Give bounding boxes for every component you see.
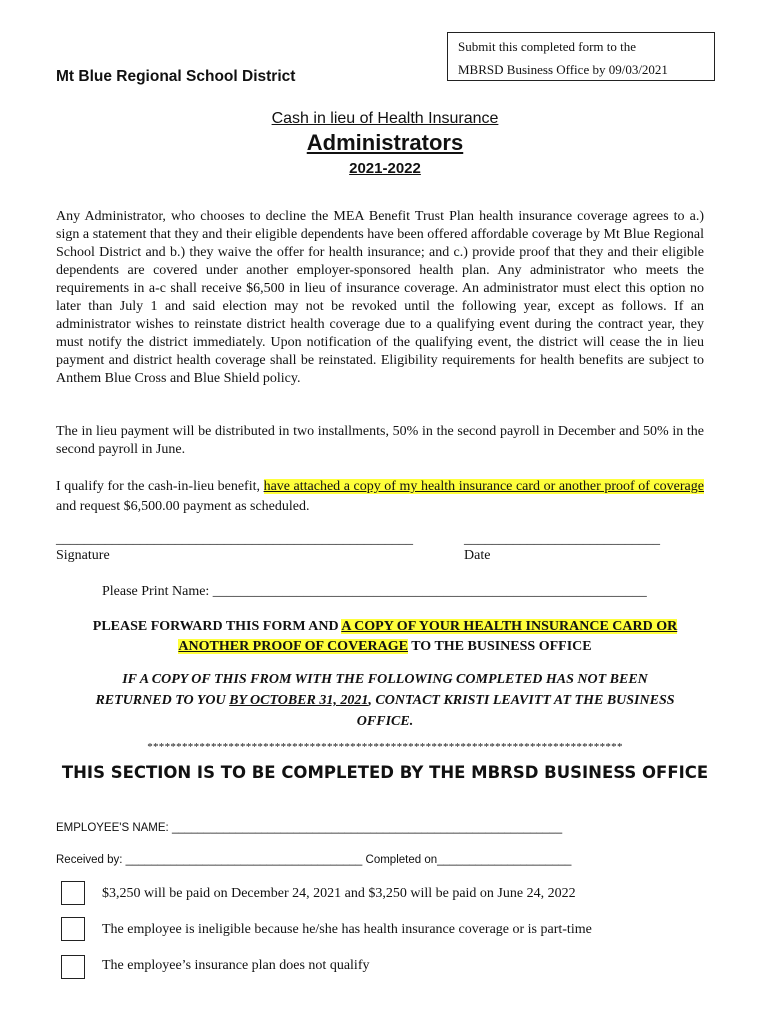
forward-highlight-2: ANOTHER PROOF OF COVERAGE: [178, 639, 408, 654]
return-line-1: IF A COPY OF THIS FROM WITH THE FOLLOWING COMPLETED HAS NOT BEEN: [122, 672, 648, 687]
return-line-2-end: , CONTACT KRISTI LEAVITT AT THE BUSINESS: [368, 693, 675, 708]
employee-name-field[interactable]: EMPLOYEE'S NAME: _____________________________________________________________: [56, 822, 563, 834]
qualify-start: I qualify for the cash-in-lieu benefit,: [56, 479, 264, 494]
return-notice: [0, 669, 770, 732]
payment-paragraph: The in lieu payment will be distributed in two installments, 50% in the second payroll in December and 50% in the second payroll in June.: [56, 424, 704, 457]
qualify-statement: [56, 477, 704, 517]
notice-line-2: MBRSD Business Office by 09/03/2021: [458, 62, 668, 77]
forward-end: TO THE BUSINESS OFFICE: [407, 639, 592, 654]
form-year: 2021-2022: [349, 160, 421, 177]
section-divider: **********************************************************************************: [147, 741, 623, 753]
signature-line[interactable]: ___________________________________________________: [56, 532, 413, 547]
office-section-heading: THIS SECTION IS TO BE COMPLETED BY THE MBRSD BUSINESS OFFICE: [61, 763, 709, 782]
date-line[interactable]: ____________________________: [464, 532, 660, 547]
notice-line-1: Submit this completed form to the: [458, 39, 637, 54]
forward-start: PLEASE FORWARD THIS FORM AND: [92, 619, 342, 634]
option-label-ineligible: The employee is ineligible because he/she has health insurance coverage or is part-time: [102, 922, 592, 937]
option-checkbox-paid[interactable]: [61, 881, 85, 905]
policy-paragraph: Any Administrator, who chooses to decline the MEA Benefit Trust Plan health insurance coverage agrees to a.) sign a statement that they and their eligible dependents have been offered affordable coverage by Mt Blue Regional School District and b.) they waive the offer for health insurance; and c.) provide proof that they and their eligible dependents are covered under another employer-sponsored health plan. Any administrator who meets the requirements in a-c shall receive $6,500 in lieu of insurance coverage. An administrator must elect this option no later than July 1 and said election may not be revoked until the following year, except as follows. If an administrator wishes to reinstate district health coverage due to a qualifying event during the contract year, they must notify the district immediately. Upon notification of the qualifying event, the district will cease the in lieu payment and district health coverage shall be reinstated. Eligibility requirements for health benefits are subject to Anthem Blue Cross and Blue Shield policy.: [56, 209, 704, 386]
form-title: Administrators: [306, 130, 464, 155]
option-label-paid: $3,250 will be paid on December 24, 2021 and $3,250 will be paid on June 24, 2022: [102, 886, 576, 901]
forward-highlight-1: A COPY OF YOUR HEALTH INSURANCE CARD OR: [341, 619, 678, 634]
return-deadline: BY OCTOBER 31, 2021: [229, 693, 369, 708]
option-checkbox-not-qualify[interactable]: [61, 955, 85, 979]
option-label-not-qualify: The employee’s insurance plan does not qualify: [102, 958, 370, 973]
option-checkbox-ineligible[interactable]: [61, 917, 85, 941]
received-by-field[interactable]: Received by: _____________________________________ Completed on_____________________: [56, 854, 572, 866]
qualify-highlight: have attached a copy of my health insurance card or another proof of coverage: [263, 479, 704, 494]
signature-label: Signature: [56, 548, 110, 563]
date-label: Date: [464, 548, 491, 563]
return-line-2-start: RETURNED TO YOU: [95, 693, 230, 708]
submission-notice-box: [447, 32, 715, 81]
forward-instruction: [0, 617, 770, 657]
form-subtitle: Cash in lieu of Health Insurance: [271, 110, 499, 127]
qualify-end: and request $6,500.00 payment as scheduled.: [56, 499, 310, 514]
print-name-field[interactable]: Please Print Name: ______________________________________________________________: [102, 584, 647, 599]
return-line-3: OFFICE.: [356, 714, 414, 729]
district-name: Mt Blue Regional School District: [56, 68, 296, 85]
